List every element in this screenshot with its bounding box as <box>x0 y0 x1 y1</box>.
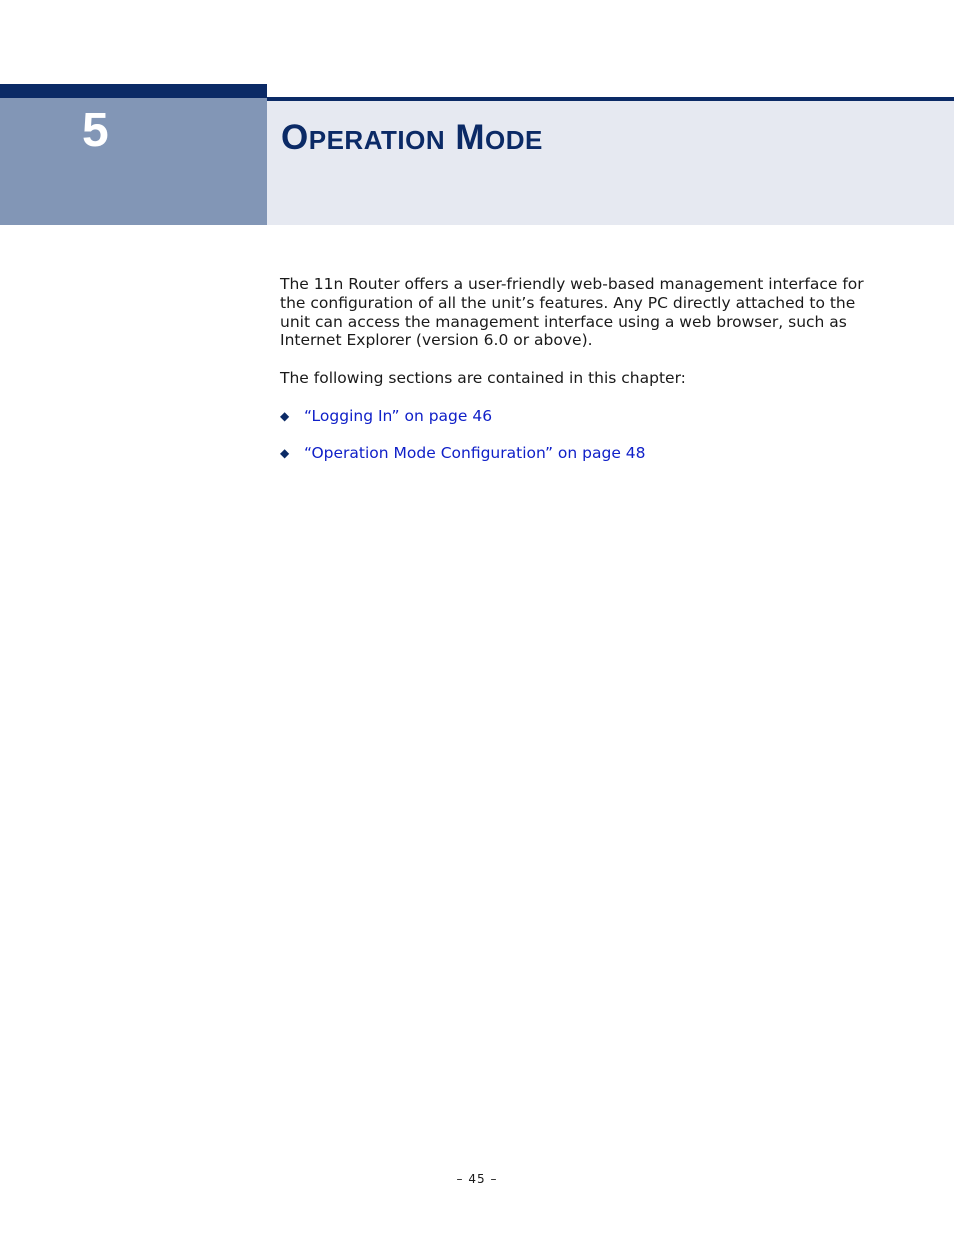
chapter-title-part: O <box>281 118 309 157</box>
page-number: – 45 – <box>456 1172 498 1186</box>
intro-paragraph: The 11n Router offers a user-friendly web-based management interface for the configuration of all the unit’s features. Any PC directly attached to the unit can access the management interface using a web browser, such as Internet Explorer (version 6.0 or above). <box>280 275 864 350</box>
chapter-number-topbar <box>0 84 267 98</box>
chapter-title-part: ODE <box>485 125 543 155</box>
section-list <box>280 406 646 480</box>
chapter-title <box>281 117 543 161</box>
section-link-operation-mode-configuration[interactable]: “Operation Mode Configuration” on page 48 <box>304 444 646 462</box>
diamond-icon: ◆ <box>280 446 290 460</box>
list-item <box>280 406 646 443</box>
sections-intro-paragraph: The following sections are contained in this chapter: <box>280 369 686 387</box>
chapter-number: 5 <box>82 104 109 157</box>
section-link-logging-in[interactable]: “Logging In” on page 46 <box>304 407 493 425</box>
list-item <box>280 443 646 480</box>
diamond-icon: ◆ <box>280 409 290 423</box>
chapter-number-box <box>0 84 267 225</box>
chapter-title-part: PERATION <box>308 125 446 155</box>
chapter-title-part: M <box>445 118 486 157</box>
